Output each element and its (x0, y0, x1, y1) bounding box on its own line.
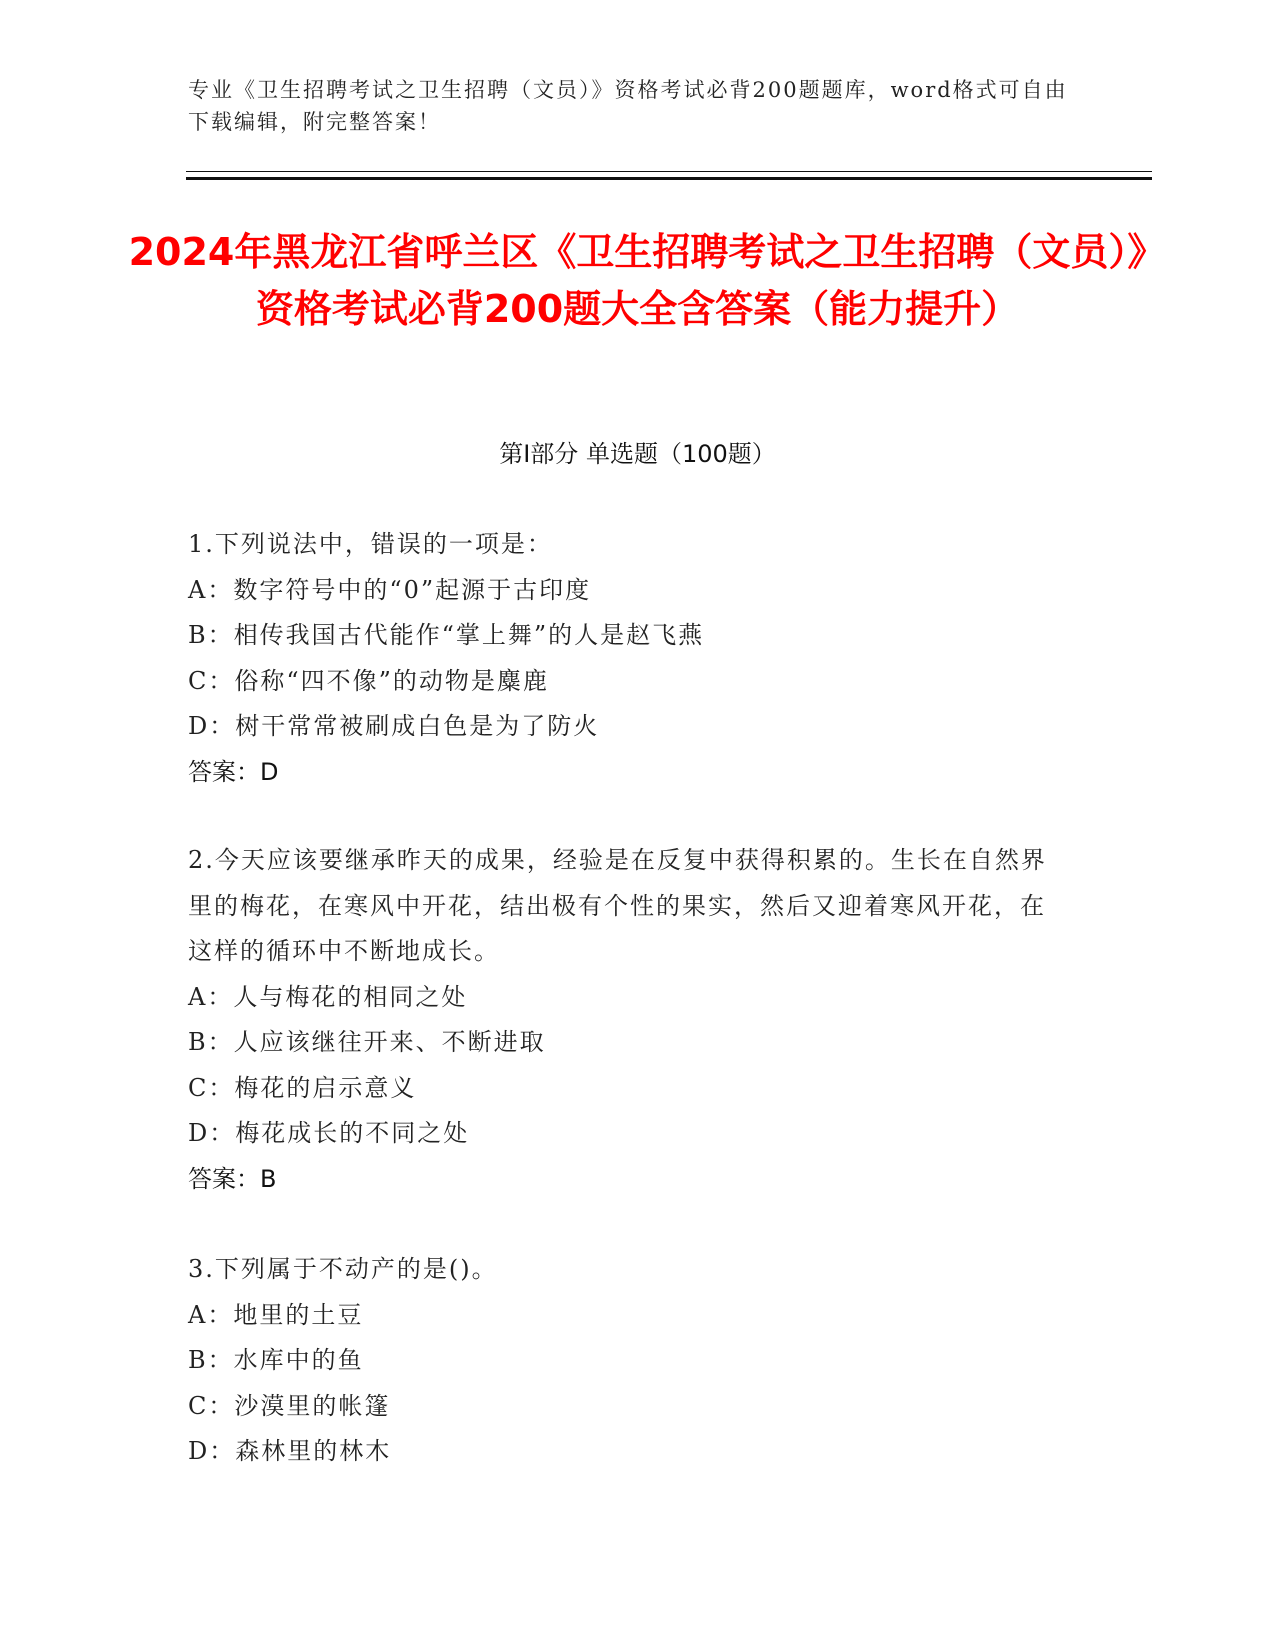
answer-line: 答案：D (188, 757, 279, 786)
option-b: B：相传我国古代能作“掌上舞”的人是赵飞燕 (188, 621, 705, 649)
option-b: B：人应该继往开来、不断进取 (188, 1028, 546, 1056)
option-b: B：水库中的鱼 (188, 1346, 364, 1374)
header-note: 专业《卫生招聘考试之卫生招聘（文员）》资格考试必背200题题库，word格式可自由下载编辑，附完整答案！ (188, 78, 1068, 134)
option-a: A：地里的土豆 (188, 1300, 364, 1329)
section-heading: 第Ⅰ部分 单选题（100题） (499, 440, 776, 468)
option-d: D：梅花成长的不同之处 (188, 1119, 470, 1147)
answer-line: 答案：B (188, 1164, 277, 1193)
question-1 (188, 522, 1068, 795)
header-divider-thick (186, 177, 1152, 180)
question-3 (188, 1247, 1068, 1475)
option-a: A：数字符号中的“0”起源于古印度 (188, 575, 592, 604)
option-c: C：沙漠里的帐篷 (188, 1391, 391, 1420)
question-stem: 2.今天应该要继承昨天的成果，经验是在反复中获得积累的。生长在自然界里的梅花，在寒风中开花，结出极有个性的果实，然后又迎着寒风开花，在这样的循环中不断地成长。 (188, 846, 1047, 965)
question-stem: 3.下列属于不动产的是()。 (188, 1255, 498, 1283)
document-title: 2024年黑龙江省呼兰区《卫生招聘考试之卫生招聘（文员）》资格考试必背200题大全含答案（能力提升） (128, 230, 1147, 331)
header-divider-thin (186, 171, 1152, 172)
option-d: D：森林里的林木 (188, 1437, 392, 1465)
option-d: D：树干常常被刷成白色是为了防火 (188, 712, 600, 740)
question-stem: 1.下列说法中，错误的一项是： (188, 530, 553, 558)
option-c: C：俗称“四不像”的动物是麋鹿 (188, 666, 549, 695)
option-a: A：人与梅花的相同之处 (188, 982, 468, 1011)
option-c: C：梅花的启示意义 (188, 1073, 417, 1102)
question-2 (188, 838, 1068, 1202)
